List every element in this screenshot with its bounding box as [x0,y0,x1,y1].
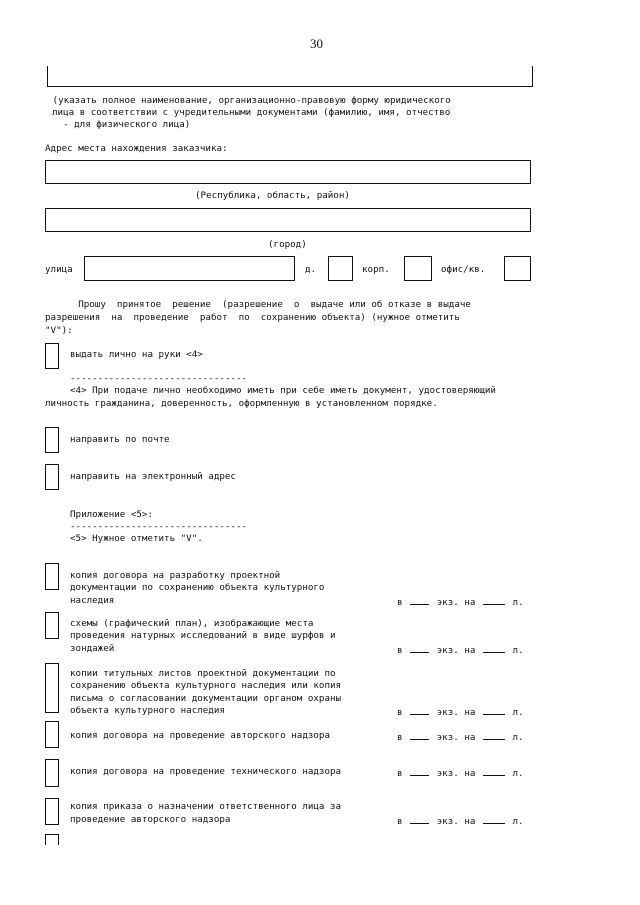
attachment-2-line-3: зондажей [70,643,115,654]
building-label: корп. [362,264,390,275]
qty-sheets: л. [512,645,524,656]
qty-prefix: в [397,645,403,656]
copies-blank[interactable] [410,643,429,653]
copies-blank[interactable] [410,595,429,605]
request-line-1: Прошу принятое решение (разрешение о выдаче или об отказе в выдаче [45,299,471,310]
street-field[interactable] [84,256,295,281]
attachment-2-line-1: схемы (графический план), изображающие места [70,618,314,629]
org-hint-line-3: - для физического лица) [52,119,191,130]
checkbox-deliver-in-person[interactable] [45,343,59,369]
house-field[interactable] [328,256,353,281]
qty-sheets: л. [512,768,524,779]
city-hint: (город) [268,239,307,250]
copies-blank[interactable] [410,814,429,824]
region-field[interactable] [45,160,531,184]
checkbox-attachment-2[interactable] [45,612,59,639]
qty-on: на [464,732,476,743]
qty-on: на [464,768,476,779]
sheets-blank[interactable] [483,595,505,605]
attachment-4-quantity [397,730,524,744]
sheets-blank[interactable] [483,643,505,653]
attachment-2-line-2: проведения натурных исследований в виде шурфов и [70,630,336,641]
org-hint-line-2: лица в соответствии с учредительными документами (фамилию, имя, отчество [52,107,451,118]
qty-copies: экз. [436,732,459,743]
footnote-4-line-1: <4> При подаче лично необходимо иметь при себе иметь документ, удостоверяющий [70,385,496,396]
copies-blank[interactable] [410,705,429,715]
footnote-separator-5: -------------------------------- [70,521,248,532]
qty-prefix: в [397,707,403,718]
option-deliver-in-person: выдать лично на руки <4> [70,349,203,360]
page-number: 30 [310,36,323,51]
option-send-by-email: направить на электронный адрес [70,471,236,482]
org-hint-line-1: (указать полное наименование, организационно-правовую форму юридического [47,95,451,106]
option-send-by-mail: направить по почте [70,434,170,445]
copies-blank[interactable] [410,766,429,776]
attachment-3-line-1: копии титульных листов проектной документации по [70,668,336,679]
house-label: д. [305,264,317,275]
attachment-4-line-1: копия договора на проведение авторского надзора [70,730,330,741]
organization-name-field[interactable] [47,66,533,87]
attachment-3-line-4: объекта культурного наследия [70,705,225,716]
sheets-blank[interactable] [483,705,505,715]
attachment-1-line-1: копия договора на разработку проектной [70,570,281,581]
attachment-5-line-1: копия договора на проведение технического надзора [70,766,342,777]
qty-sheets: л. [512,816,524,827]
qty-copies: экз. [436,707,459,718]
sheets-blank[interactable] [483,766,505,776]
qty-on: на [464,645,476,656]
checkbox-attachment-5[interactable] [45,759,59,787]
qty-on: на [464,707,476,718]
street-label: улица [45,264,73,275]
checkbox-attachment-4[interactable] [45,721,59,748]
qty-prefix: в [397,597,403,608]
footnote-5: <5> Нужное отметить "V". [70,533,203,544]
qty-sheets: л. [512,597,524,608]
request-line-3: "V"): [45,325,73,336]
checkbox-attachment-6[interactable] [45,798,59,825]
qty-on: на [464,597,476,608]
qty-copies: экз. [436,645,459,656]
office-field[interactable] [504,256,531,281]
attachment-1-line-3: наследия [70,595,115,606]
attachment-1-line-2: документации по сохранению объекта культурного [70,582,325,593]
qty-prefix: в [397,732,403,743]
attachment-3-line-2: сохранению объекта культурного наследия или копия [70,680,342,691]
city-field[interactable] [45,208,531,232]
qty-copies: экз. [436,816,459,827]
qty-copies: экз. [436,597,459,608]
attachment-3-quantity [397,705,524,719]
attachment-3-line-3: письма о согласовании документации органом охраны [70,693,342,704]
qty-on: на [464,816,476,827]
checkbox-send-by-mail[interactable] [45,427,59,453]
attachment-6-line-1: копия приказа о назначении ответственного лица за [70,801,342,812]
checkbox-attachment-3[interactable] [45,663,59,713]
sheets-blank[interactable] [483,814,505,824]
attachment-5-quantity [397,766,524,780]
footnote-4-line-2: личность гражданина, доверенность, оформленную в установленном порядке. [45,398,438,409]
qty-copies: экз. [436,768,459,779]
building-field[interactable] [404,256,432,281]
qty-prefix: в [397,816,403,827]
region-hint: (Республика, область, район) [195,190,350,201]
attachment-1-quantity [397,595,524,609]
request-line-2: разрешения на проведение работ по сохранению объекта) (нужное отметить [45,312,460,323]
copies-blank[interactable] [410,730,429,740]
qty-sheets: л. [512,732,524,743]
address-label: Адрес места нахождения заказчика: [45,143,228,154]
qty-sheets: л. [512,707,524,718]
attachment-6-quantity [397,814,524,828]
checkbox-attachment-1[interactable] [45,563,59,590]
checkbox-send-by-email[interactable] [45,464,59,490]
office-label: офис/кв. [441,264,486,275]
qty-prefix: в [397,768,403,779]
sheets-blank[interactable] [483,730,505,740]
footnote-separator-4: -------------------------------- [70,373,248,384]
attachment-2-quantity [397,643,524,657]
attachment-label: Приложение <5>: [70,509,153,520]
attachment-6-line-2: проведение авторского надзора [70,814,231,825]
checkbox-attachment-7-partial[interactable] [45,834,59,845]
